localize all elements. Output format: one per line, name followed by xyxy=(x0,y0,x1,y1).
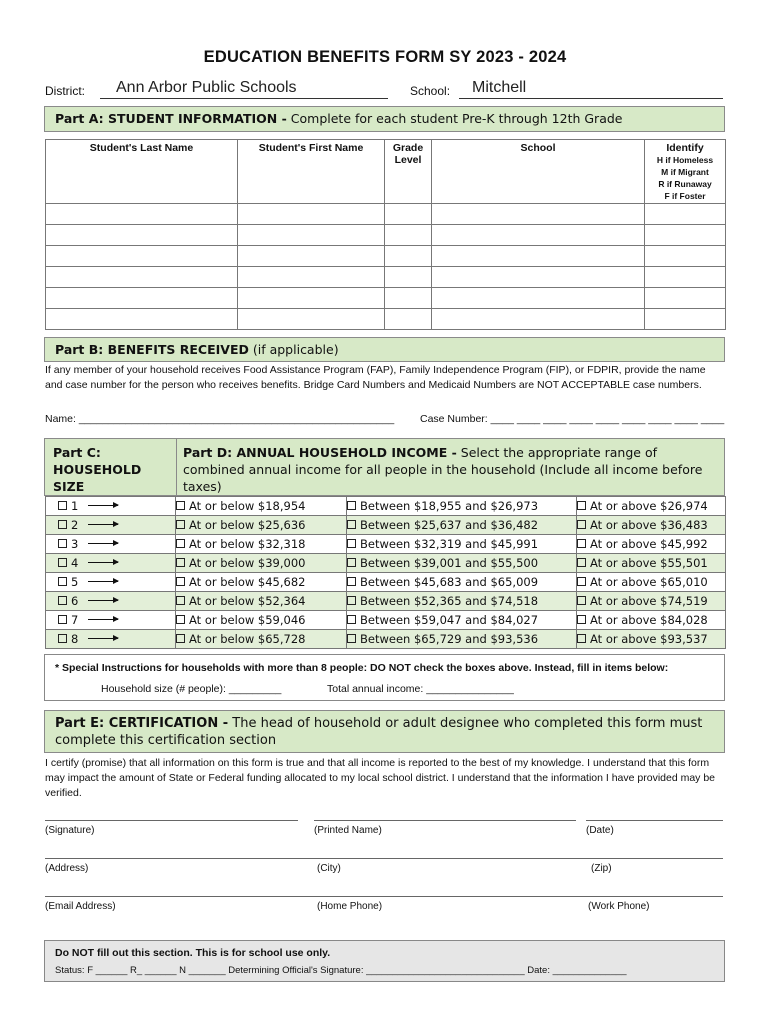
checkbox-icon[interactable] xyxy=(58,634,67,643)
income-row xyxy=(46,535,726,554)
school-cell[interactable] xyxy=(432,288,645,309)
student-row xyxy=(46,309,726,330)
income-row xyxy=(46,592,726,611)
checkbox-icon[interactable] xyxy=(577,520,586,529)
household-size-number: 6 xyxy=(71,594,79,608)
checkbox-icon[interactable] xyxy=(58,501,67,510)
income-low-option-label: At or below $18,954 xyxy=(189,499,306,513)
part-e-title: Part E: CERTIFICATION - xyxy=(55,716,229,731)
household-size-number: 1 xyxy=(71,499,79,513)
grade-cell[interactable] xyxy=(385,309,432,330)
income-high-option-label: At or above $45,992 xyxy=(590,537,708,551)
income-high-option[interactable] xyxy=(577,497,726,516)
income-high-option[interactable] xyxy=(577,535,726,554)
case-number-field[interactable]: Case Number: ____ ____ ____ ____ ____ ____ ____ ____ ____ xyxy=(420,413,725,425)
date-field[interactable] xyxy=(586,820,723,836)
income-low-option[interactable] xyxy=(176,497,347,516)
income-high-option-label: At or above $74,519 xyxy=(590,594,708,608)
address-line[interactable] xyxy=(45,858,723,874)
income-high-option[interactable] xyxy=(577,611,726,630)
first-name-cell[interactable] xyxy=(238,204,385,225)
household-size-field[interactable]: Household size (# people): _________ xyxy=(101,683,282,695)
income-row xyxy=(46,573,726,592)
work-phone-label: (Work Phone) xyxy=(588,901,650,912)
checkbox-icon[interactable] xyxy=(347,558,356,567)
signature-label: (Signature) xyxy=(45,825,95,836)
household-size-option[interactable] xyxy=(46,611,176,630)
district-field[interactable] xyxy=(100,80,388,99)
checkbox-icon[interactable] xyxy=(176,634,185,643)
identify-cell[interactable] xyxy=(645,288,726,309)
email-label: (Email Address) xyxy=(45,901,116,912)
identify-note-migrant: M if Migrant xyxy=(661,167,709,177)
first-name-cell[interactable] xyxy=(238,267,385,288)
certification-statement: I certify (promise) that all information on this form is true and that all income is reported to the best of my knowledge. I understand that this form may impact the amount of State or Federal funding allocated to my local school district. I understand that the information I have provided may be verified. xyxy=(45,757,716,799)
income-low-option[interactable] xyxy=(176,611,347,630)
form-title: EDUCATION BENEFITS FORM SY 2023 - 2024 xyxy=(203,48,567,66)
checkbox-icon[interactable] xyxy=(577,577,586,586)
income-low-option-label: At or below $65,728 xyxy=(189,632,306,646)
district-label: District: xyxy=(45,84,85,98)
checkbox-icon[interactable] xyxy=(577,558,586,567)
checkbox-icon[interactable] xyxy=(577,539,586,548)
household-size-number: 7 xyxy=(71,613,79,627)
income-mid-option[interactable] xyxy=(347,592,577,611)
part-a-header xyxy=(44,106,725,132)
student-table xyxy=(45,139,726,330)
income-mid-option[interactable] xyxy=(347,516,577,535)
grade-cell[interactable] xyxy=(385,225,432,246)
identify-cell[interactable] xyxy=(645,267,726,288)
checkbox-icon[interactable] xyxy=(58,539,67,548)
school-label: School: xyxy=(410,84,451,98)
city-label: (City) xyxy=(317,863,341,874)
signature-field[interactable] xyxy=(45,820,298,836)
income-mid-option[interactable] xyxy=(347,497,577,516)
income-high-option-label: At or above $36,483 xyxy=(590,518,708,532)
checkbox-icon[interactable] xyxy=(577,501,586,510)
checkbox-icon[interactable] xyxy=(347,520,356,529)
income-mid-option-label: Between $39,001 and $55,500 xyxy=(360,556,539,570)
part-c-header xyxy=(44,438,177,496)
arrow-right-icon xyxy=(88,543,118,544)
checkbox-icon[interactable] xyxy=(176,558,185,567)
arrow-right-icon xyxy=(88,524,118,525)
income-row xyxy=(46,630,726,649)
arrow-right-icon xyxy=(88,600,118,601)
col-grade-level: Grade Level xyxy=(385,140,432,204)
household-size-option[interactable] xyxy=(46,535,176,554)
household-size-number: 2 xyxy=(71,518,79,532)
checkbox-icon[interactable] xyxy=(347,596,356,605)
income-high-option-label: At or above $84,028 xyxy=(590,613,708,627)
household-size-number: 8 xyxy=(71,632,79,646)
checkbox-icon[interactable] xyxy=(58,615,67,624)
checkbox-icon[interactable] xyxy=(176,539,185,548)
school-cell[interactable] xyxy=(432,267,645,288)
income-mid-option[interactable] xyxy=(347,573,577,592)
checkbox-icon[interactable] xyxy=(347,577,356,586)
income-low-option-label: At or below $45,682 xyxy=(189,575,306,589)
identify-label: Identify xyxy=(666,142,704,154)
col-last-name: Student's Last Name xyxy=(46,140,238,204)
identify-cell[interactable] xyxy=(645,204,726,225)
part-d-subtitle: Select the appropriate range of combined annual income for all people in the household (Include all income before taxes) xyxy=(183,445,703,494)
income-mid-option-label: Between $32,319 and $45,991 xyxy=(360,537,539,551)
checkbox-icon[interactable] xyxy=(58,577,67,586)
student-row xyxy=(46,267,726,288)
income-row xyxy=(46,516,726,535)
benefits-name-field[interactable]: Name: ______________________________________________________ xyxy=(45,413,395,425)
last-name-cell[interactable] xyxy=(46,204,238,225)
part-c-title: Part C: HOUSEHOLD SIZE xyxy=(53,445,142,494)
income-low-option[interactable] xyxy=(176,516,347,535)
checkbox-icon[interactable] xyxy=(58,558,67,567)
special-instructions-text: * Special Instructions for households with more than 8 people: DO NOT check the boxes above. Instead, fill in items below: xyxy=(55,662,669,674)
checkbox-icon[interactable] xyxy=(347,634,356,643)
identify-cell[interactable] xyxy=(645,309,726,330)
last-name-cell[interactable] xyxy=(46,267,238,288)
household-size-option[interactable] xyxy=(46,630,176,649)
household-size-option[interactable] xyxy=(46,554,176,573)
first-name-cell[interactable] xyxy=(238,225,385,246)
income-row xyxy=(46,497,726,516)
school-value: Mitchell xyxy=(472,79,527,96)
income-mid-option-label: Between $45,683 and $65,009 xyxy=(360,575,539,589)
school-cell[interactable] xyxy=(432,225,645,246)
income-low-option[interactable] xyxy=(176,630,347,649)
arrow-right-icon xyxy=(88,505,118,506)
printed-name-field[interactable] xyxy=(314,820,576,836)
income-high-option[interactable] xyxy=(577,592,726,611)
home-phone-label: (Home Phone) xyxy=(317,901,383,912)
student-row xyxy=(46,204,726,225)
checkbox-icon[interactable] xyxy=(58,596,67,605)
household-size-number: 3 xyxy=(71,537,79,551)
zip-label: (Zip) xyxy=(591,863,612,874)
last-name-cell[interactable] xyxy=(46,309,238,330)
household-size-option[interactable] xyxy=(46,497,176,516)
grade-cell[interactable] xyxy=(385,204,432,225)
income-row xyxy=(46,554,726,573)
part-b-instructions: If any member of your household receives Food Assistance Program (FAP), Family Independence Program (FIP), or FDPIR, provide the name and case number for the person who receives benefits. Bridge Card Numbers and Medicaid Numbers are NOT ACCEPTABLE case numbers. xyxy=(45,364,706,391)
household-size-option[interactable] xyxy=(46,516,176,535)
checkbox-icon[interactable] xyxy=(577,596,586,605)
income-low-option-label: At or below $39,000 xyxy=(189,556,306,570)
income-mid-option-label: Between $18,955 and $26,973 xyxy=(360,499,539,513)
school-use-status: Status: F ______ R_ ______ N _______ Determining Official's Signature: ______________________________ Date: ______________ xyxy=(55,965,627,976)
checkbox-icon[interactable] xyxy=(347,615,356,624)
income-mid-option[interactable] xyxy=(347,554,577,573)
first-name-cell[interactable] xyxy=(238,246,385,267)
school-cell[interactable] xyxy=(432,204,645,225)
income-high-option-label: At or above $55,501 xyxy=(590,556,708,570)
school-cell[interactable] xyxy=(432,309,645,330)
part-b-subtitle: (if applicable) xyxy=(248,342,339,357)
checkbox-icon[interactable] xyxy=(577,615,586,624)
arrow-right-icon xyxy=(88,562,118,563)
income-low-option-label: At or below $32,318 xyxy=(189,537,306,551)
household-size-option[interactable] xyxy=(46,573,176,592)
income-high-option[interactable] xyxy=(577,573,726,592)
printed-name-label: (Printed Name) xyxy=(314,825,382,836)
income-high-option-label: At or above $93,537 xyxy=(590,632,708,646)
student-row xyxy=(46,225,726,246)
arrow-right-icon xyxy=(88,638,118,639)
part-e-header xyxy=(44,710,725,753)
contact-line[interactable] xyxy=(45,896,723,912)
income-mid-option[interactable] xyxy=(347,611,577,630)
income-mid-option-label: Between $59,047 and $84,027 xyxy=(360,613,539,627)
arrow-right-icon xyxy=(88,581,118,582)
school-field[interactable] xyxy=(459,80,723,99)
identify-note-foster: F if Foster xyxy=(664,191,706,201)
last-name-cell[interactable] xyxy=(46,246,238,267)
income-mid-option-label: Between $65,729 and $93,536 xyxy=(360,632,539,646)
part-e-subtitle: The head of household or adult designee who completed this form must complete this certification section xyxy=(55,716,703,748)
part-a-title: Part A: STUDENT INFORMATION - xyxy=(55,111,287,126)
income-high-option-label: At or above $26,974 xyxy=(590,499,708,513)
income-low-option-label: At or below $52,364 xyxy=(189,594,306,608)
income-low-option[interactable] xyxy=(176,573,347,592)
checkbox-icon[interactable] xyxy=(577,634,586,643)
checkbox-icon[interactable] xyxy=(176,596,185,605)
income-low-option-label: At or below $25,636 xyxy=(189,518,306,532)
income-low-option[interactable] xyxy=(176,592,347,611)
income-high-option[interactable] xyxy=(577,554,726,573)
last-name-cell[interactable] xyxy=(46,225,238,246)
income-low-option[interactable] xyxy=(176,554,347,573)
income-mid-option-label: Between $25,637 and $36,482 xyxy=(360,518,539,532)
income-row xyxy=(46,611,726,630)
identify-note-homeless: H if Homeless xyxy=(656,155,714,165)
income-low-option[interactable] xyxy=(176,535,347,554)
address-label: (Address) xyxy=(45,863,89,874)
school-use-box xyxy=(44,940,725,982)
income-high-option[interactable] xyxy=(577,630,726,649)
total-income-field[interactable]: Total annual income: _______________ xyxy=(327,683,514,695)
identify-cell[interactable] xyxy=(645,246,726,267)
col-identify xyxy=(645,140,726,204)
part-d-header xyxy=(176,438,725,496)
grade-cell[interactable] xyxy=(385,288,432,309)
checkbox-icon[interactable] xyxy=(58,520,67,529)
checkbox-icon[interactable] xyxy=(176,615,185,624)
identify-note-runaway: R if Runaway xyxy=(658,179,712,189)
checkbox-icon[interactable] xyxy=(347,539,356,548)
household-size-number: 4 xyxy=(71,556,79,570)
arrow-right-icon xyxy=(88,619,118,620)
grade-cell[interactable] xyxy=(385,246,432,267)
checkbox-icon[interactable] xyxy=(176,577,185,586)
income-high-option-label: At or above $65,010 xyxy=(590,575,708,589)
checkbox-icon[interactable] xyxy=(347,501,356,510)
col-school: School xyxy=(432,140,645,204)
identify-cell[interactable] xyxy=(645,225,726,246)
date-label: (Date) xyxy=(586,825,614,836)
first-name-cell[interactable] xyxy=(238,288,385,309)
district-value: Ann Arbor Public Schools xyxy=(116,79,297,96)
special-instructions-box xyxy=(44,654,725,701)
part-b-title: Part B: BENEFITS RECEIVED xyxy=(55,342,249,357)
income-high-option[interactable] xyxy=(577,516,726,535)
income-low-option-label: At or below $59,046 xyxy=(189,613,306,627)
checkbox-icon[interactable] xyxy=(176,501,185,510)
part-d-title: Part D: ANNUAL HOUSEHOLD INCOME - xyxy=(183,445,457,460)
school-use-title: Do NOT fill out this section. This is for school use only. xyxy=(55,947,331,959)
grade-cell[interactable] xyxy=(385,267,432,288)
household-size-option[interactable] xyxy=(46,592,176,611)
first-name-cell[interactable] xyxy=(238,309,385,330)
income-mid-option[interactable] xyxy=(347,535,577,554)
part-a-subtitle: Complete for each student Pre-K through 12th Grade xyxy=(286,111,623,126)
student-row xyxy=(46,246,726,267)
col-first-name: Student's First Name xyxy=(238,140,385,204)
household-size-number: 5 xyxy=(71,575,79,589)
income-mid-option-label: Between $52,365 and $74,518 xyxy=(360,594,539,608)
student-row xyxy=(46,288,726,309)
part-b-header xyxy=(44,337,725,362)
income-table xyxy=(45,496,726,649)
last-name-cell[interactable] xyxy=(46,288,238,309)
school-cell[interactable] xyxy=(432,246,645,267)
checkbox-icon[interactable] xyxy=(176,520,185,529)
income-mid-option[interactable] xyxy=(347,630,577,649)
